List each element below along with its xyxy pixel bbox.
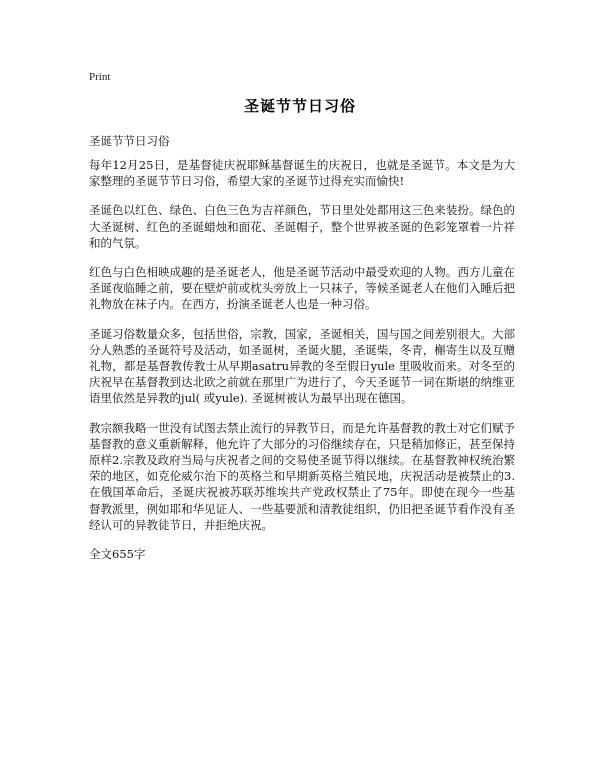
article-subtitle: 圣诞节节日习俗 xyxy=(89,134,170,148)
page-title: 圣诞节节日习俗 xyxy=(243,97,356,115)
word-count: 全文655字 xyxy=(89,547,146,562)
paragraph-intro: 每年12月25日，是基督徒庆祝耶稣基督诞生的庆祝日，也就是圣诞节。本文是为大家整理的圣诞节节日习俗，希望大家的圣诞节过得充实而愉快! xyxy=(89,158,515,189)
print-link[interactable]: Print xyxy=(89,71,111,83)
paragraph-colors: 圣诞色以红色、绿色、白色三色为吉祥颜色，节日里处处都用这三色来装扮。绿色的大圣诞树、红色的圣诞蜡烛和面花、圣诞帽子，整个世界被圣诞的色彩笼罩着一片祥和的气氛。 xyxy=(89,203,515,250)
article-body xyxy=(89,157,515,562)
paragraph-santa: 红色与白色相映成趣的是圣诞老人，他是圣诞节活动中最受欢迎的人物。西方儿童在圣诞夜临睡之前，要在壁炉前或枕头旁放上一只袜子，等候圣诞老人在他们入睡后把礼物放在袜子内。在西方，扮演圣诞老人也是一种习俗。 xyxy=(89,265,515,312)
paragraph-history: 教宗额我略一世没有试图去禁止流行的异教节日，而是允许基督教的教士对它们赋予基督教的意义重新解释，他允许了大部分的习俗继续存在，只是稍加修正，甚至保持原样2.宗教及政府当局与庆祝者之间的交易使圣诞节得以继续。在基督教神权统治繁荣的地区，如克伦威尔治下的英格兰和早期新英格兰殖民地，庆祝活动是被禁止的3.在俄国革命后，圣诞庆祝被苏联苏维埃共产党政权禁止了75年。即使在现今一些基督教派里，例如耶和华见证人、一些基要派和清教徒组织，仍旧把圣诞节看作没有圣经认可的异教徒节日，并拒绝庆祝。 xyxy=(89,420,515,532)
paragraph-customs: 圣诞习俗数量众多，包括世俗，宗教，国家，圣诞相关，国与国之间差别很大。大部分人熟悉的圣诞符号及活动，如圣诞树，圣诞火腿，圣诞柴，冬青，槲寄生以及互赠礼物，都是基督教传教士从早期asatru异教的冬至假日yule 里吸收而来。对冬至的庆祝早在基督教到达北欧之前就在那里广为进行了，今天圣诞节一词在斯堪的纳维亚语里依然是异教的jul( 或yule). 圣诞树被认为最早出现在德国。 xyxy=(89,326,515,406)
